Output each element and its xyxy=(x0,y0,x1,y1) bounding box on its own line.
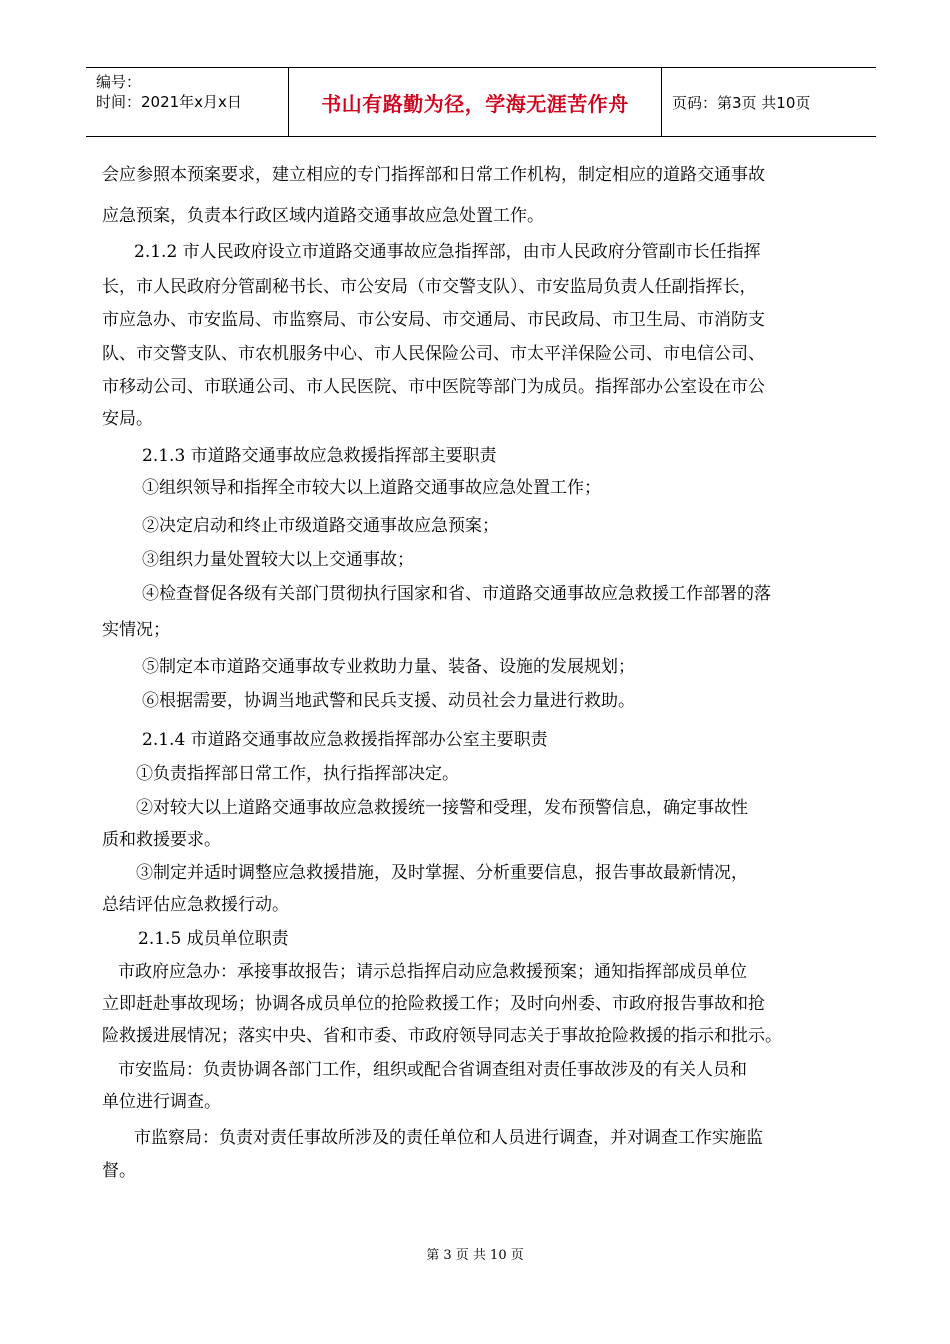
body-line: 应急预案，负责本行政区域内道路交通事故应急处置工作。 xyxy=(102,206,544,226)
list-item: ④检查督促各级有关部门贯彻执行国家和省、市道路交通事故应急救援工作部署的落 xyxy=(142,584,771,604)
list-item: ⑥根据需要，协调当地武警和民兵支援、动员社会力量进行救助。 xyxy=(142,691,635,711)
body-line: 市政府应急办：承接事故报告；请示总指挥启动应急救援预案；通知指挥部成员单位 xyxy=(118,962,747,982)
body-line: 质和救援要求。 xyxy=(102,830,221,850)
header-motto-cell xyxy=(288,68,662,136)
body-line: 2.1.2 市人民政府设立市道路交通事故应急指挥部，由市人民政府分管副市长任指挥 xyxy=(134,242,761,262)
body-line: 市移动公司、市联通公司、市人民医院、市中医院等部门为成员。指挥部办公室设在市公 xyxy=(102,377,765,397)
list-item: ⑤制定本市道路交通事故专业救助力量、装备、设施的发展规划； xyxy=(142,657,635,677)
section-heading: 2.1.3 市道路交通事故应急救援指挥部主要职责 xyxy=(142,446,497,466)
header-motto: 书山有路勤为径，学海无涯苦作舟 xyxy=(321,91,629,116)
body-line: 市安监局：负责协调各部门工作，组织或配合省调查组对责任事故涉及的有关人员和 xyxy=(118,1060,747,1080)
body-line: 督。 xyxy=(102,1161,136,1181)
page-footer: 第 3 页 共 10 页 xyxy=(426,1248,524,1263)
list-item: ①负责指挥部日常工作，执行指挥部决定。 xyxy=(136,764,459,784)
body-line: 队、市交警支队、市农机服务中心、市人民保险公司、市太平洋保险公司、市电信公司、 xyxy=(102,344,765,364)
page-header xyxy=(86,67,876,137)
body-line: 单位进行调查。 xyxy=(102,1092,221,1112)
body-line: 总结评估应急救援行动。 xyxy=(102,895,289,915)
section-heading: 2.1.5 成员单位职责 xyxy=(138,929,289,949)
body-line: 安局。 xyxy=(102,409,153,429)
list-item: ②决定启动和终止市级道路交通事故应急预案； xyxy=(142,516,499,536)
header-page-number: 页码：第3页 共10页 xyxy=(672,93,811,112)
header-page-cell xyxy=(662,68,876,136)
document-number-label: 编号： xyxy=(96,73,142,91)
body-line: 市应急办、市安监局、市监察局、市公安局、市交通局、市民政局、市卫生局、市消防支 xyxy=(102,310,765,330)
body-line: 险救援进展情况；落实中央、省和市委、市政府领导同志关于事故抢险救援的指示和批示。 xyxy=(102,1026,782,1046)
body-line: 实情况； xyxy=(102,620,170,640)
section-heading: 2.1.4 市道路交通事故应急救援指挥部办公室主要职责 xyxy=(142,730,548,750)
body-line: 立即赶赴事故现场；协调各成员单位的抢险救援工作；及时向州委、市政府报告事故和抢 xyxy=(102,994,765,1014)
header-meta xyxy=(86,68,288,136)
body-line: 长，市人民政府分管副秘书长、市公安局（市交警支队）、市安监局负责人任副指挥长， xyxy=(102,277,757,297)
body-line: 会应参照本预案要求，建立相应的专门指挥部和日常工作机构，制定相应的道路交通事故 xyxy=(102,165,765,185)
list-item: ①组织领导和指挥全市较大以上道路交通事故应急处置工作； xyxy=(142,478,601,498)
body-line: 市监察局：负责对责任事故所涉及的责任单位和人员进行调查，并对调查工作实施监 xyxy=(134,1128,763,1148)
list-item: ②对较大以上道路交通事故应急救援统一接警和受理，发布预警信息，确定事故性 xyxy=(136,798,748,818)
list-item: ③制定并适时调整应急救援措施，及时掌握、分析重要信息，报告事故最新情况， xyxy=(136,863,748,883)
list-item: ③组织力量处置较大以上交通事故； xyxy=(142,550,414,570)
document-time-label: 时间：2021年x月x日 xyxy=(96,93,242,111)
